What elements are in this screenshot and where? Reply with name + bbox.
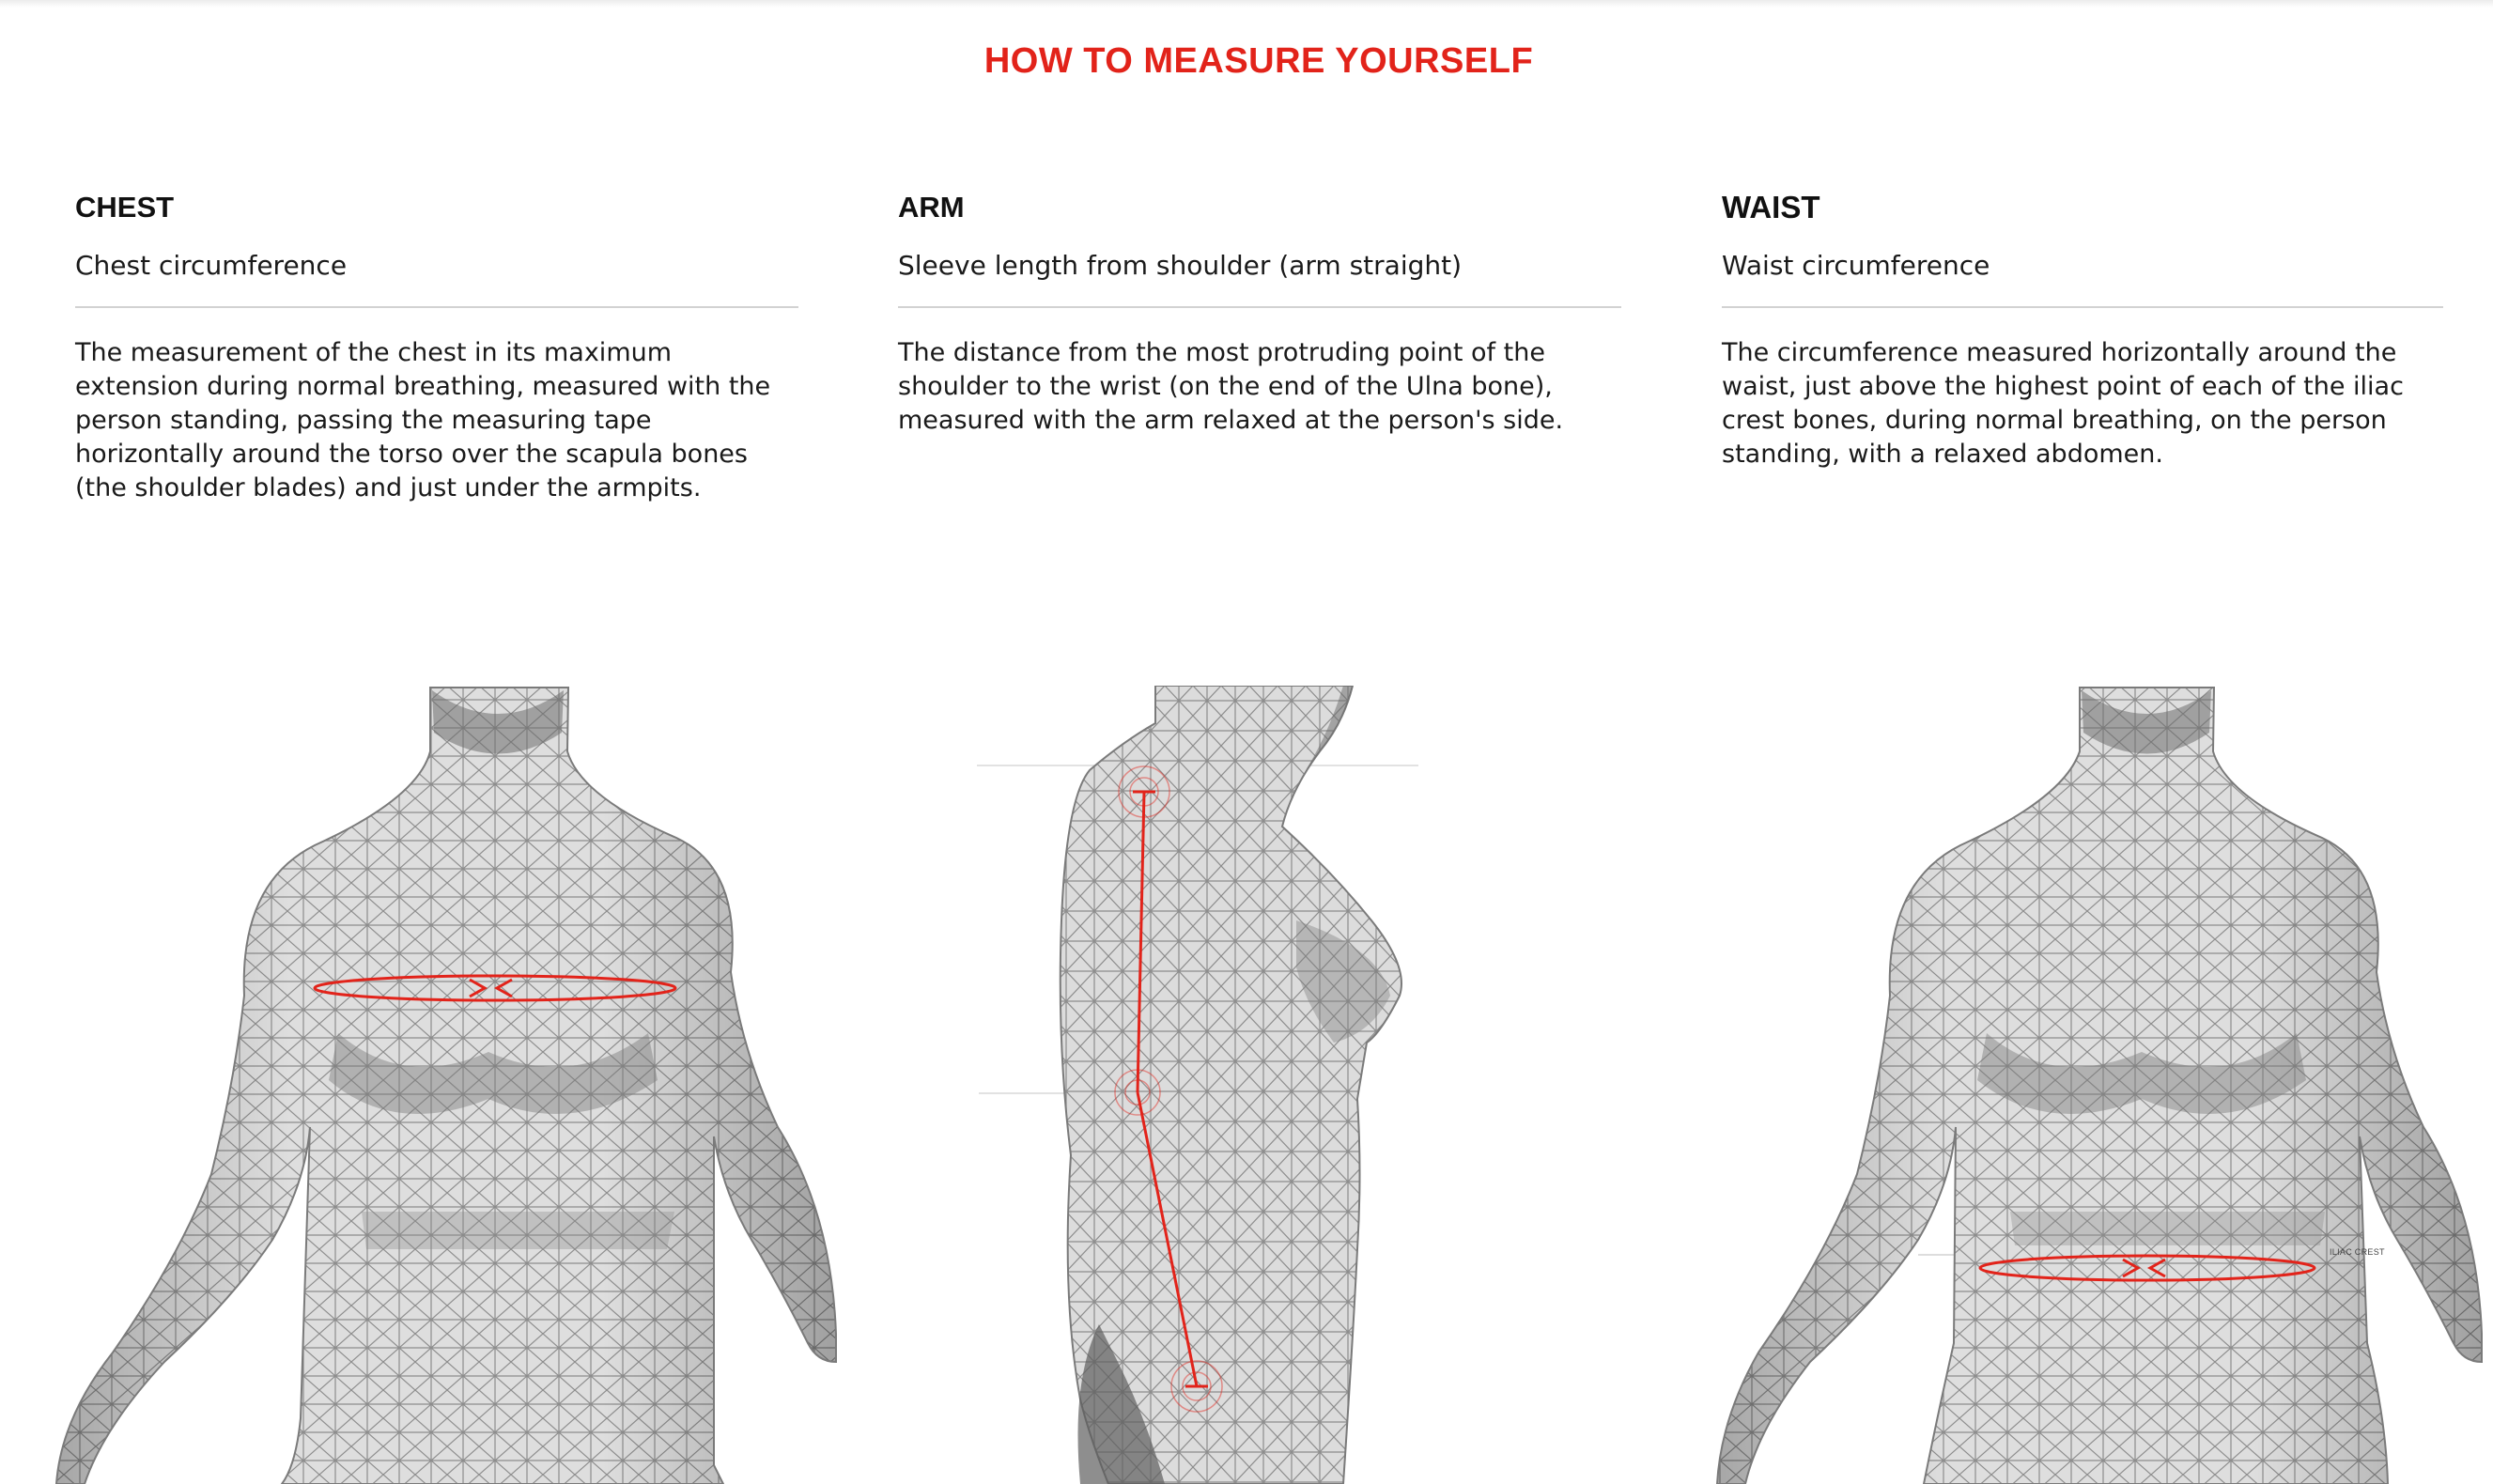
- arm-subtitle: Sleeve length from shoulder (arm straight): [898, 250, 1463, 281]
- waist-column: [1722, 186, 2443, 471]
- arm-figure-icon: [939, 686, 1522, 1484]
- arm-divider: [898, 306, 1621, 308]
- waist-divider: [1722, 306, 2443, 308]
- waist-figure-icon: [1672, 686, 2493, 1484]
- waist-subtitle: Waist circumference: [1722, 250, 1990, 281]
- chest-description: The measurement of the chest in its maximum extension during normal breathing, measured with the person standing, passing the measuring tape horizontally around the torso over the scapula bones (the shoulder blades) and just under the armpits.: [75, 338, 771, 502]
- chest-subtitle: Chest circumference: [75, 250, 348, 281]
- waist-description: The circumference measured horizontally around the waist, just above the highest point of each of the iliac crest bones, during normal breathing, on the person standing, with a relaxed abdomen.: [1722, 338, 2404, 469]
- arm-title: ARM: [898, 191, 965, 224]
- chest-figure-icon: [0, 686, 845, 1484]
- waist-title: WAIST: [1722, 190, 1820, 224]
- arm-column: [898, 186, 1621, 438]
- iliac-crest-label: ILIAC CREST: [2330, 1247, 2385, 1257]
- chest-divider: [75, 306, 798, 308]
- arm-description: The distance from the most protruding point of the shoulder to the wrist (on the end of the Ulna bone), measured with the arm relaxed at the person's side.: [898, 338, 1564, 435]
- page-title: HOW TO MEASURE YOURSELF: [983, 41, 1534, 81]
- chest-column: [75, 186, 798, 505]
- chest-title: CHEST: [75, 191, 175, 224]
- top-shade: [0, 0, 2493, 8]
